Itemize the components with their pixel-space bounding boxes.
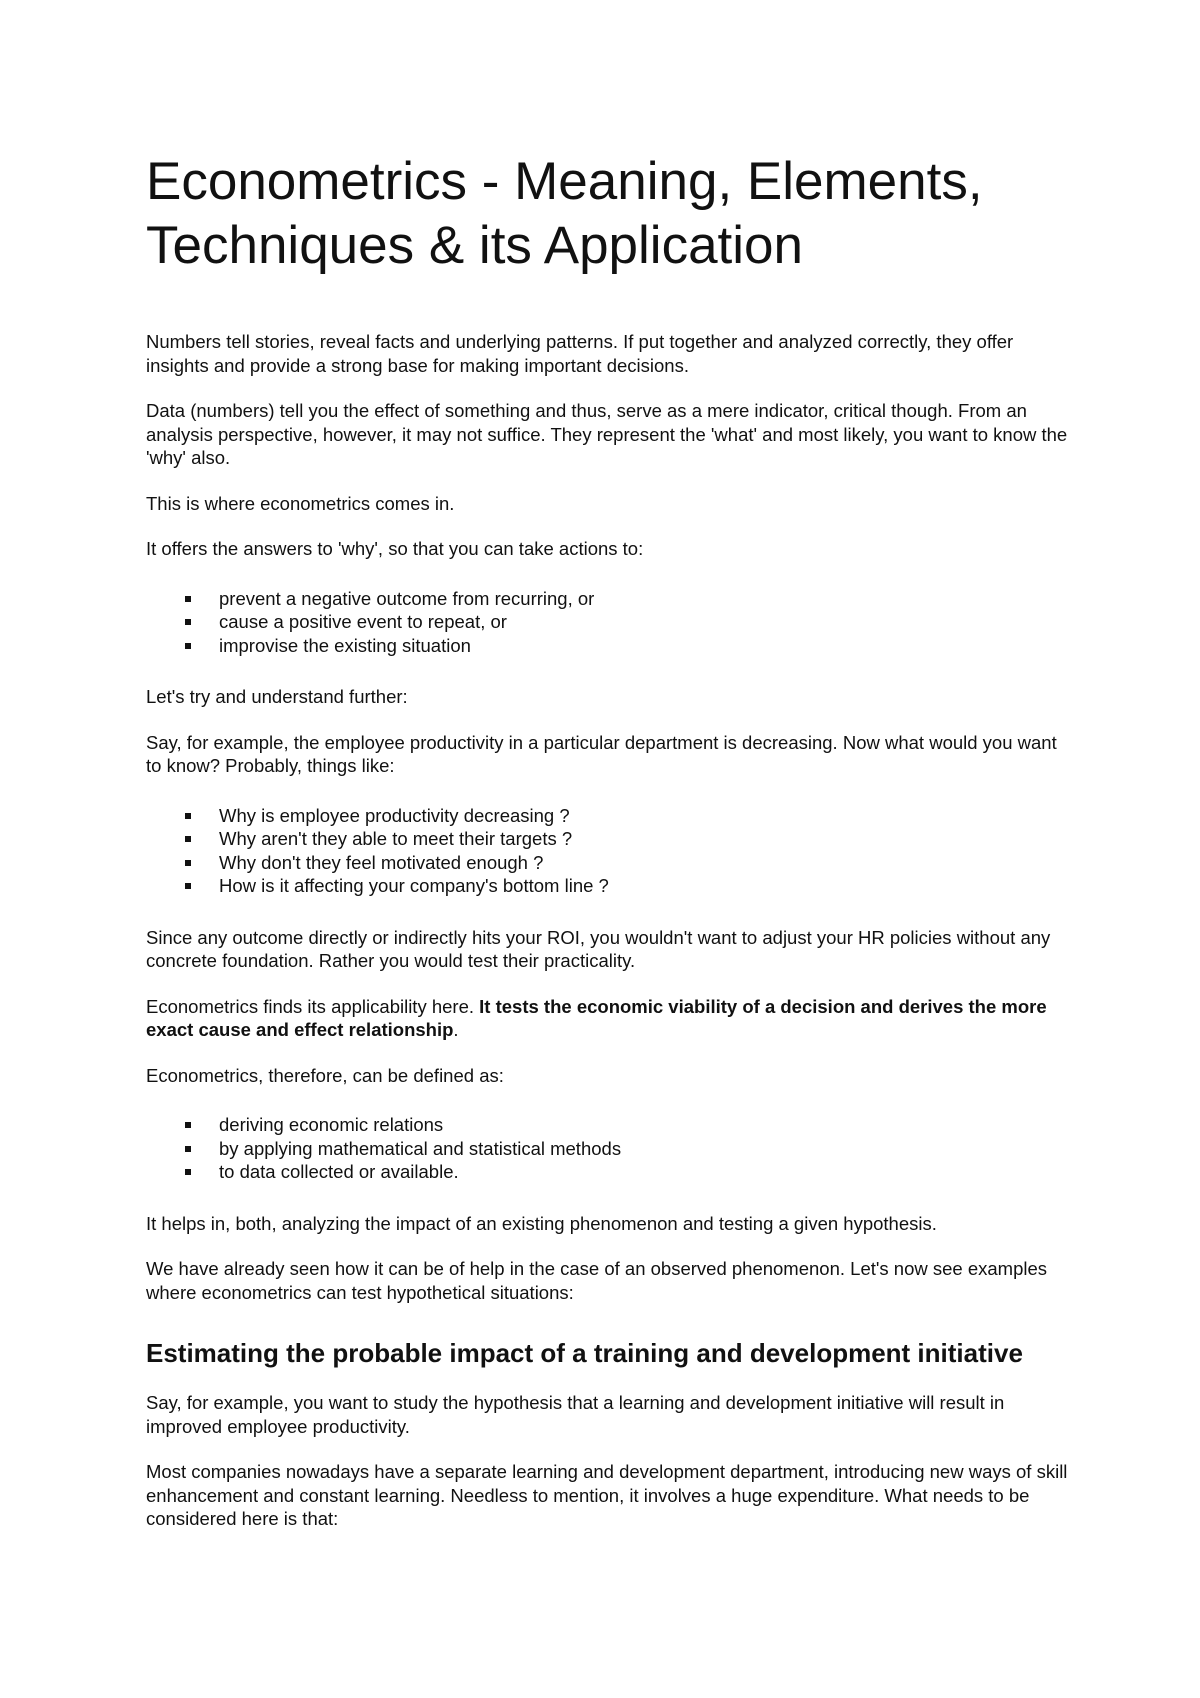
list-item: by applying mathematical and statistical methods bbox=[185, 1137, 1076, 1161]
bullet-list-questions bbox=[146, 804, 1076, 898]
list-item: How is it affecting your company's bottom line ? bbox=[185, 874, 1076, 898]
bullet-list-actions bbox=[146, 587, 1076, 658]
paragraph-learning-department: Most companies nowadays have a separate learning and development department, introducing new ways of skill enhancement and constant learning. Needless to mention, it involves a huge expenditure. What needs to be considered here is that: bbox=[146, 1461, 1068, 1529]
list-item: deriving economic relations bbox=[185, 1113, 1076, 1137]
paragraph-hypothetical: We have already seen how it can be of help in the case of an observed phenomenon. Let's now see examples where econometrics can test hypothetical situations: bbox=[146, 1258, 1048, 1303]
paragraph-data-effect: Data (numbers) tell you the effect of something and thus, serve as a mere indicator, critical though. From an analysis perspective, however, it may not suffice. They represent the 'what' and most likely, you want to know the 'why' also. bbox=[146, 400, 1068, 468]
paragraph-econometrics-comes-in: This is where econometrics comes in. bbox=[146, 492, 455, 514]
applicability-end: . bbox=[453, 1019, 459, 1040]
list-item: to data collected or available. bbox=[185, 1160, 1076, 1184]
list-item: Why aren't they able to meet their targets ? bbox=[185, 827, 1076, 851]
list-item: cause a positive event to repeat, or bbox=[185, 610, 1076, 634]
page-title: Econometrics - Meaning, Elements, Techniques & its Application bbox=[146, 152, 983, 275]
paragraph-intro: Numbers tell stories, reveal facts and underlying patterns. If put together and analyzed correctly, they offer insights and provide a strong base for making important decisions. bbox=[146, 331, 1014, 376]
paragraph-understand-further: Let's try and understand further: bbox=[146, 686, 408, 707]
bullet-list-definition bbox=[146, 1113, 1076, 1184]
applicability-bold-text: It tests the economic viability of a decision and derives the more exact cause and effect relationship bbox=[146, 995, 1047, 1040]
list-item: Why don't they feel motivated enough ? bbox=[185, 851, 1076, 875]
section-heading: Estimating the probable impact of a training and development initiative bbox=[146, 1338, 1023, 1368]
applicability-text: Econometrics finds its applicability here. bbox=[146, 995, 480, 1017]
paragraph-applicability bbox=[146, 995, 1076, 1042]
list-item: prevent a negative outcome from recurring, or bbox=[185, 587, 1076, 611]
paragraph-roi: Since any outcome directly or indirectly hits your ROI, you wouldn't want to adjust your HR policies without any concrete foundation. Rather you would test their practicality. bbox=[146, 926, 1051, 971]
paragraph-helps-in: It helps in, both, analyzing the impact of an existing phenomenon and testing a given hypothesis. bbox=[146, 1212, 937, 1234]
document-page bbox=[146, 150, 1076, 1553]
paragraph-answers-why: It offers the answers to 'why', so that you can take actions to: bbox=[146, 538, 644, 559]
paragraph-productivity-example: Say, for example, the employee productivity in a particular department is decreasing. Now what would you want to know? Probably, things like: bbox=[146, 731, 1057, 776]
list-item: improvise the existing situation bbox=[185, 634, 1076, 658]
list-item: Why is employee productivity decreasing ? bbox=[185, 804, 1076, 828]
paragraph-hypothesis: Say, for example, you want to study the hypothesis that a learning and development initiative will result in improved employee productivity. bbox=[146, 1392, 1005, 1437]
paragraph-definition-intro: Econometrics, therefore, can be defined as: bbox=[146, 1064, 504, 1086]
